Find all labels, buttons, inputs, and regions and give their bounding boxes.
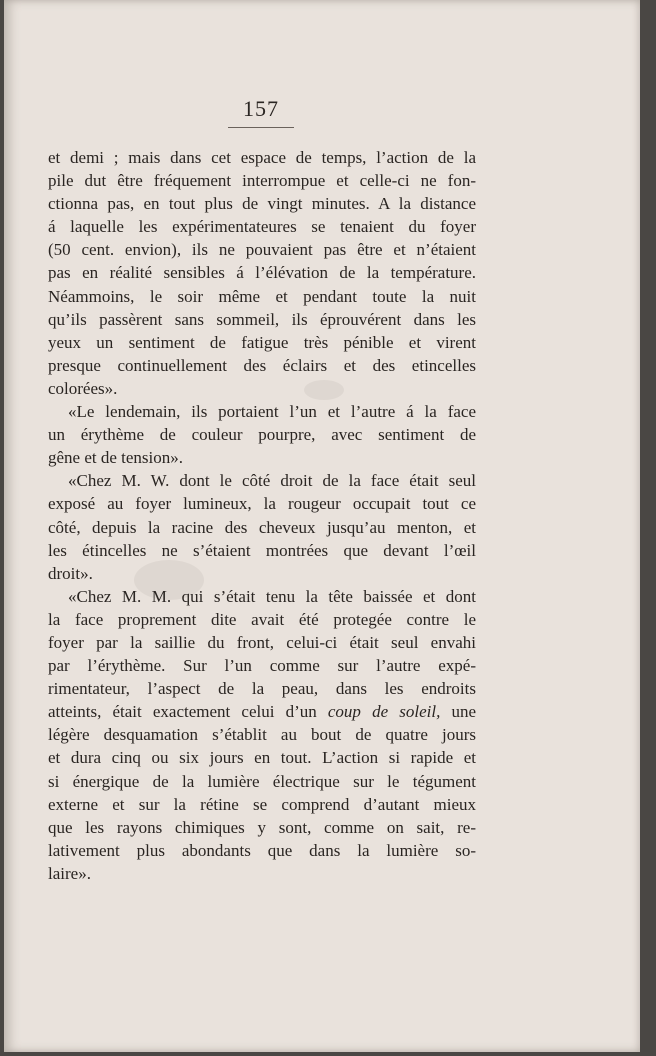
text-line: ctionna pas, en tout plus de vingt minutes. A la distance [48,194,476,214]
text-line: qu’ils passèrent sans sommeil, ils éprouvérent dans les [48,309,476,329]
text-segment: une [451,702,477,722]
text-line: yeux un sentiment de fatigue très pénible et virent [48,332,476,352]
text-line: presque continuellement des éclairs et des etincelles [48,355,476,375]
text-line: lativement plus abondants que dans la lumière so- [48,840,476,860]
text-line: «Le lendemain, ils portaient l’un et l’autre á la face [68,402,476,422]
text-line: les étincelles ne s’étaient montrées que devant l’œil [48,540,476,560]
text-line: droit». [48,563,93,583]
page-number-rule [228,127,294,128]
text-line: gêne et de tension». [48,448,184,468]
text-line: par l’érythème. Sur l’un comme sur l’autre expé- [48,656,476,676]
text-line: et dura cinq ou six jours en tout. L’action si rapide et [48,748,476,768]
text-line: «Chez M. M. qui s’était tenu la tête baissée et dont [68,586,476,606]
text-segment: atteints, était exactement celui d’un [48,702,317,722]
text-line: la face proprement dite avait été protegée contre le [48,609,476,629]
text-line: externe et sur la rétine se comprend d’autant mieux [48,794,476,814]
text-line-mixed [48,700,476,723]
text-line: exposé au foyer lumineux, la rougeur occupait tout ce [48,494,476,514]
text-line: côté, depuis la racine des cheveux jusqu’au menton, et [48,517,476,537]
text-line: un érythème de couleur pourpre, avec sentiment de [48,425,476,445]
text-line: rimentateur, l’aspect de la peau, dans les endroits [48,679,476,699]
text-line: légère desquamation s’établit au bout de quatre jours [48,725,476,745]
text-line: que les rayons chimiques y sont, comme on sait, re- [48,817,476,837]
text-line: laire». [48,863,91,883]
book-page [4,0,640,1052]
text-line: á laquelle les expérimentateures se tenaient du foyer [48,217,476,237]
text-line: Néammoins, le soir même et pendant toute la nuit [48,286,476,306]
text-line: (50 cent. envion), ils ne pouvaient pas être et n’étaient [48,240,476,260]
text-line: «Chez M. W. dont le côté droit de la face était seul [68,471,476,491]
text-line: pile dut être fréquement interrompue et celle-ci ne fon- [48,171,476,191]
text-line: si énergique de la lumière électrique sur le tégument [48,771,476,791]
text-line: colorées». [48,378,118,398]
body-text [48,146,476,885]
text-line: foyer par la saillie du front, celui-ci était seul envahi [48,632,476,652]
italic-phrase: coup de soleil, [327,702,441,722]
text-line: pas en réalité sensibles á l’élévation de la température. [48,263,476,283]
page-number: 157 [243,96,279,121]
text-line: et demi ; mais dans cet espace de temps, l’action de la [48,148,476,167]
